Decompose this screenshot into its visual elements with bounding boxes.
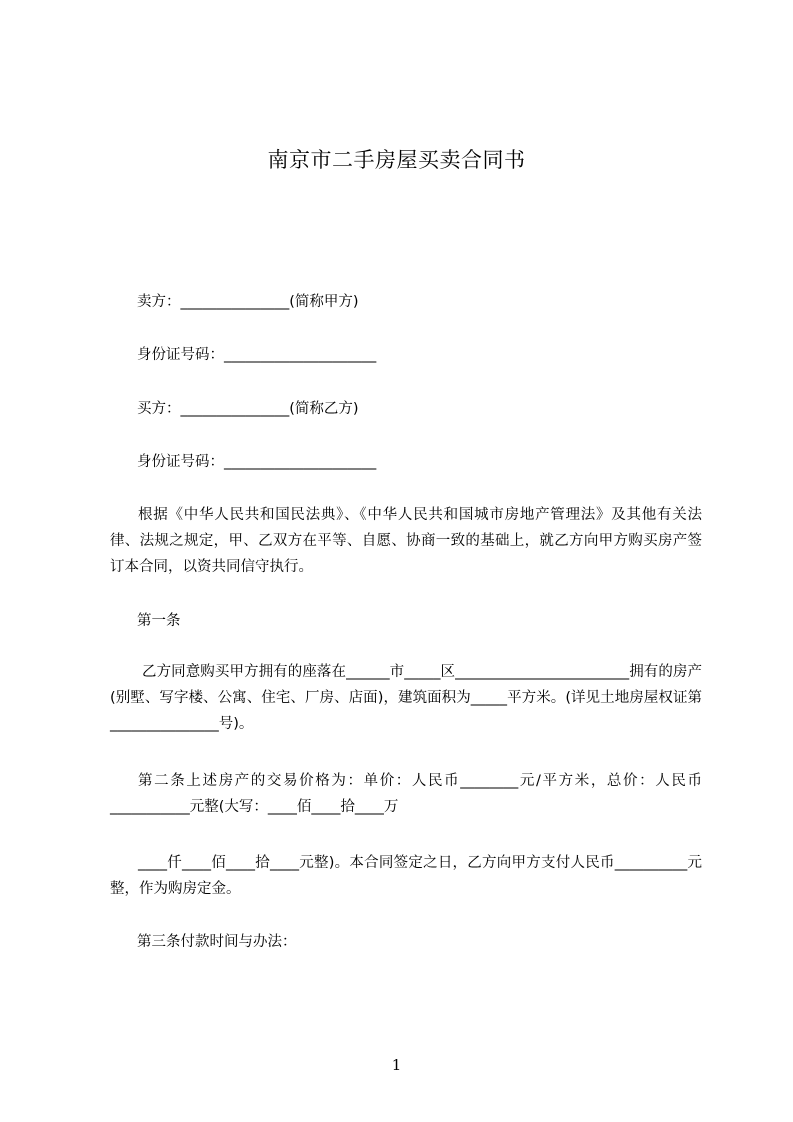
buyer-id-line: 身份证号码：_____________________ <box>137 454 377 470</box>
article2-continuation: ____仟____佰____拾____元整)。本合同签定之日，乙方向甲方支付人民币__________元整，作为购房定金。 <box>110 855 702 897</box>
document-title: 南京市二手房屋买卖合同书 <box>267 148 526 172</box>
buyer-line: 买方：_______________(简称乙方) <box>137 401 359 417</box>
article3-heading: 第三条付款时间与办法： <box>137 934 297 950</box>
preamble-paragraph: 根据《中华人民共和国民法典》、《中华人民共和国城市房地产管理法》及其他有关法律、法规之规定，甲、乙双方在平等、自愿、协商一致的基础上，就乙方向甲方购买房产签订本合同，以资共同信守执行。 <box>110 507 702 575</box>
article1-heading: 第一条 <box>137 613 181 629</box>
page-number: 1 <box>391 1056 402 1074</box>
seller-line: 卖方：_______________(简称甲方) <box>137 294 359 310</box>
seller-id-line: 身份证号码：_____________________ <box>137 347 377 363</box>
article1-paragraph: 乙方同意购买甲方拥有的座落在______市_____区________________________拥有的房产(别墅、写字楼、公寓、住宅、厂房、店面)，建筑面积为_____平方米。(详见土地房屋权证第_______________号)。 <box>110 664 702 732</box>
article2-paragraph: 第二条上述房产的交易价格为：单价：人民币________元/平方米，总价：人民币___________元整(大写：____佰____拾____万 <box>110 773 702 815</box>
